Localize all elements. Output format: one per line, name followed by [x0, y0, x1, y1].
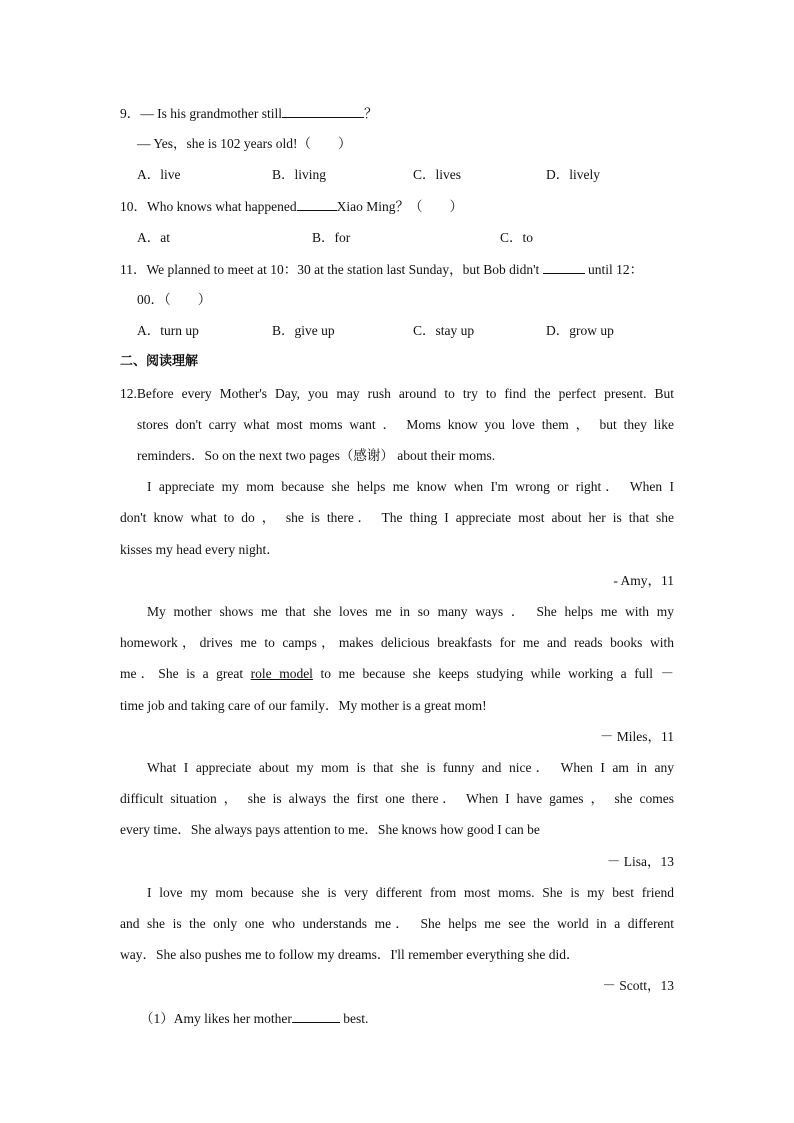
q10-stem	[120, 196, 463, 217]
amy-paragraph-line-1: I appreciate my mom because she helps me know when I'm wrong or right． When I	[147, 479, 674, 494]
lisa-paragraph-line-2: difficult situation ， she is always the first one there． When I have games ， she comes	[120, 791, 674, 806]
lisa-signature: － Lisa，13	[606, 854, 674, 869]
q10-option-b[interactable]: B．for	[312, 230, 351, 245]
section-heading-reading: 二、阅读理解	[120, 354, 199, 369]
miles-paragraph-line-1: My mother shows me that she loves me in so many ways ． She helps me with my	[147, 604, 674, 619]
q12-intro-line-2: stores don't carry what most moms want ． Moms know you love them ， but they like	[137, 417, 674, 432]
q12-sub1-answer-blank[interactable]	[292, 1008, 340, 1023]
q9-question-mark: ？	[364, 106, 378, 121]
miles-line-3-end: to me because she keeps studying while working a full －	[312, 666, 674, 681]
amy-paragraph-line-2: don't know what to do ， she is there． The thing I appreciate most about her is that she	[120, 510, 674, 525]
q10-answer-blank[interactable]	[297, 196, 337, 211]
q11-option-b[interactable]: B．give up	[272, 323, 335, 338]
q11-stem-continued: 00．（ ）	[137, 292, 212, 307]
scott-paragraph-line-2: and she is the only one who understands me． She helps me see the world in a different	[120, 916, 674, 931]
q11-stem-end: until 12：	[588, 262, 644, 277]
q9-answer-blank[interactable]	[282, 103, 364, 118]
q10-option-a[interactable]: A．at	[137, 230, 170, 245]
scott-paragraph-line-3: way．She also pushes me to follow my dreams．I'll remember everything she did．	[120, 947, 580, 962]
q9-option-b[interactable]: B．living	[272, 167, 327, 182]
lisa-paragraph-line-3: every time．She always pays attention to me．She knows how good I can be	[120, 822, 540, 837]
miles-signature: － Miles，11	[599, 729, 674, 744]
q9-stem	[120, 103, 378, 124]
amy-signature: - Amy，11	[613, 573, 674, 588]
q10-stem-text: 10．Who knows what happened	[120, 199, 297, 214]
q10-stem-end: Xiao Ming？（ ）	[336, 199, 463, 214]
q9-reply: — Yes，she is 102 years old!（ ）	[137, 136, 352, 151]
q11-answer-blank[interactable]	[543, 259, 585, 274]
q11-stem	[120, 259, 643, 280]
miles-paragraph-line-3	[120, 664, 674, 684]
q11-stem-text: 11．We planned to meet at 10：30 at the station last Sunday，but Bob didn't	[120, 262, 540, 277]
amy-paragraph-line-3: kisses my head every night．	[120, 542, 280, 557]
q12-intro-line-3: reminders．So on the next two pages（感谢） about their moms.	[137, 448, 496, 463]
q11-option-c[interactable]: C．stay up	[413, 323, 475, 338]
q10-option-c[interactable]: C．to	[500, 230, 534, 245]
scott-paragraph-line-1: I love my mom because she is very different from most moms. She is my best friend	[147, 885, 674, 900]
lisa-paragraph-line-1: What I appreciate about my mom is that she is funny and nice． When I am in any	[147, 760, 674, 775]
miles-paragraph-line-2: homework，drives me to camps，makes delicious breakfasts for me and reads books with	[120, 635, 674, 650]
q12-subquestion-1	[140, 1008, 368, 1029]
role-model-term: role model	[250, 666, 313, 681]
q9-option-c[interactable]: C．lives	[413, 167, 462, 182]
q12-sub1-end: best.	[339, 1011, 369, 1026]
q9-option-d[interactable]: D．lively	[546, 167, 600, 182]
q9-stem-text: 9．— Is his grandmother still	[120, 106, 282, 121]
q11-option-d[interactable]: D．grow up	[546, 323, 614, 338]
q12-intro-line-1: 12.Before every Mother's Day, you may rush around to try to find the perfect present. But	[120, 386, 674, 401]
miles-paragraph-line-4: time job and taking care of our family．My mother is a great mom!	[120, 698, 487, 713]
q9-option-a[interactable]: A．live	[137, 167, 181, 182]
scott-signature: － Scott，13	[602, 978, 674, 993]
q11-option-a[interactable]: A．turn up	[137, 323, 199, 338]
q12-sub1-text: （1）Amy likes her mother	[140, 1011, 292, 1026]
miles-line-3-start: me．She is a great	[120, 666, 251, 681]
